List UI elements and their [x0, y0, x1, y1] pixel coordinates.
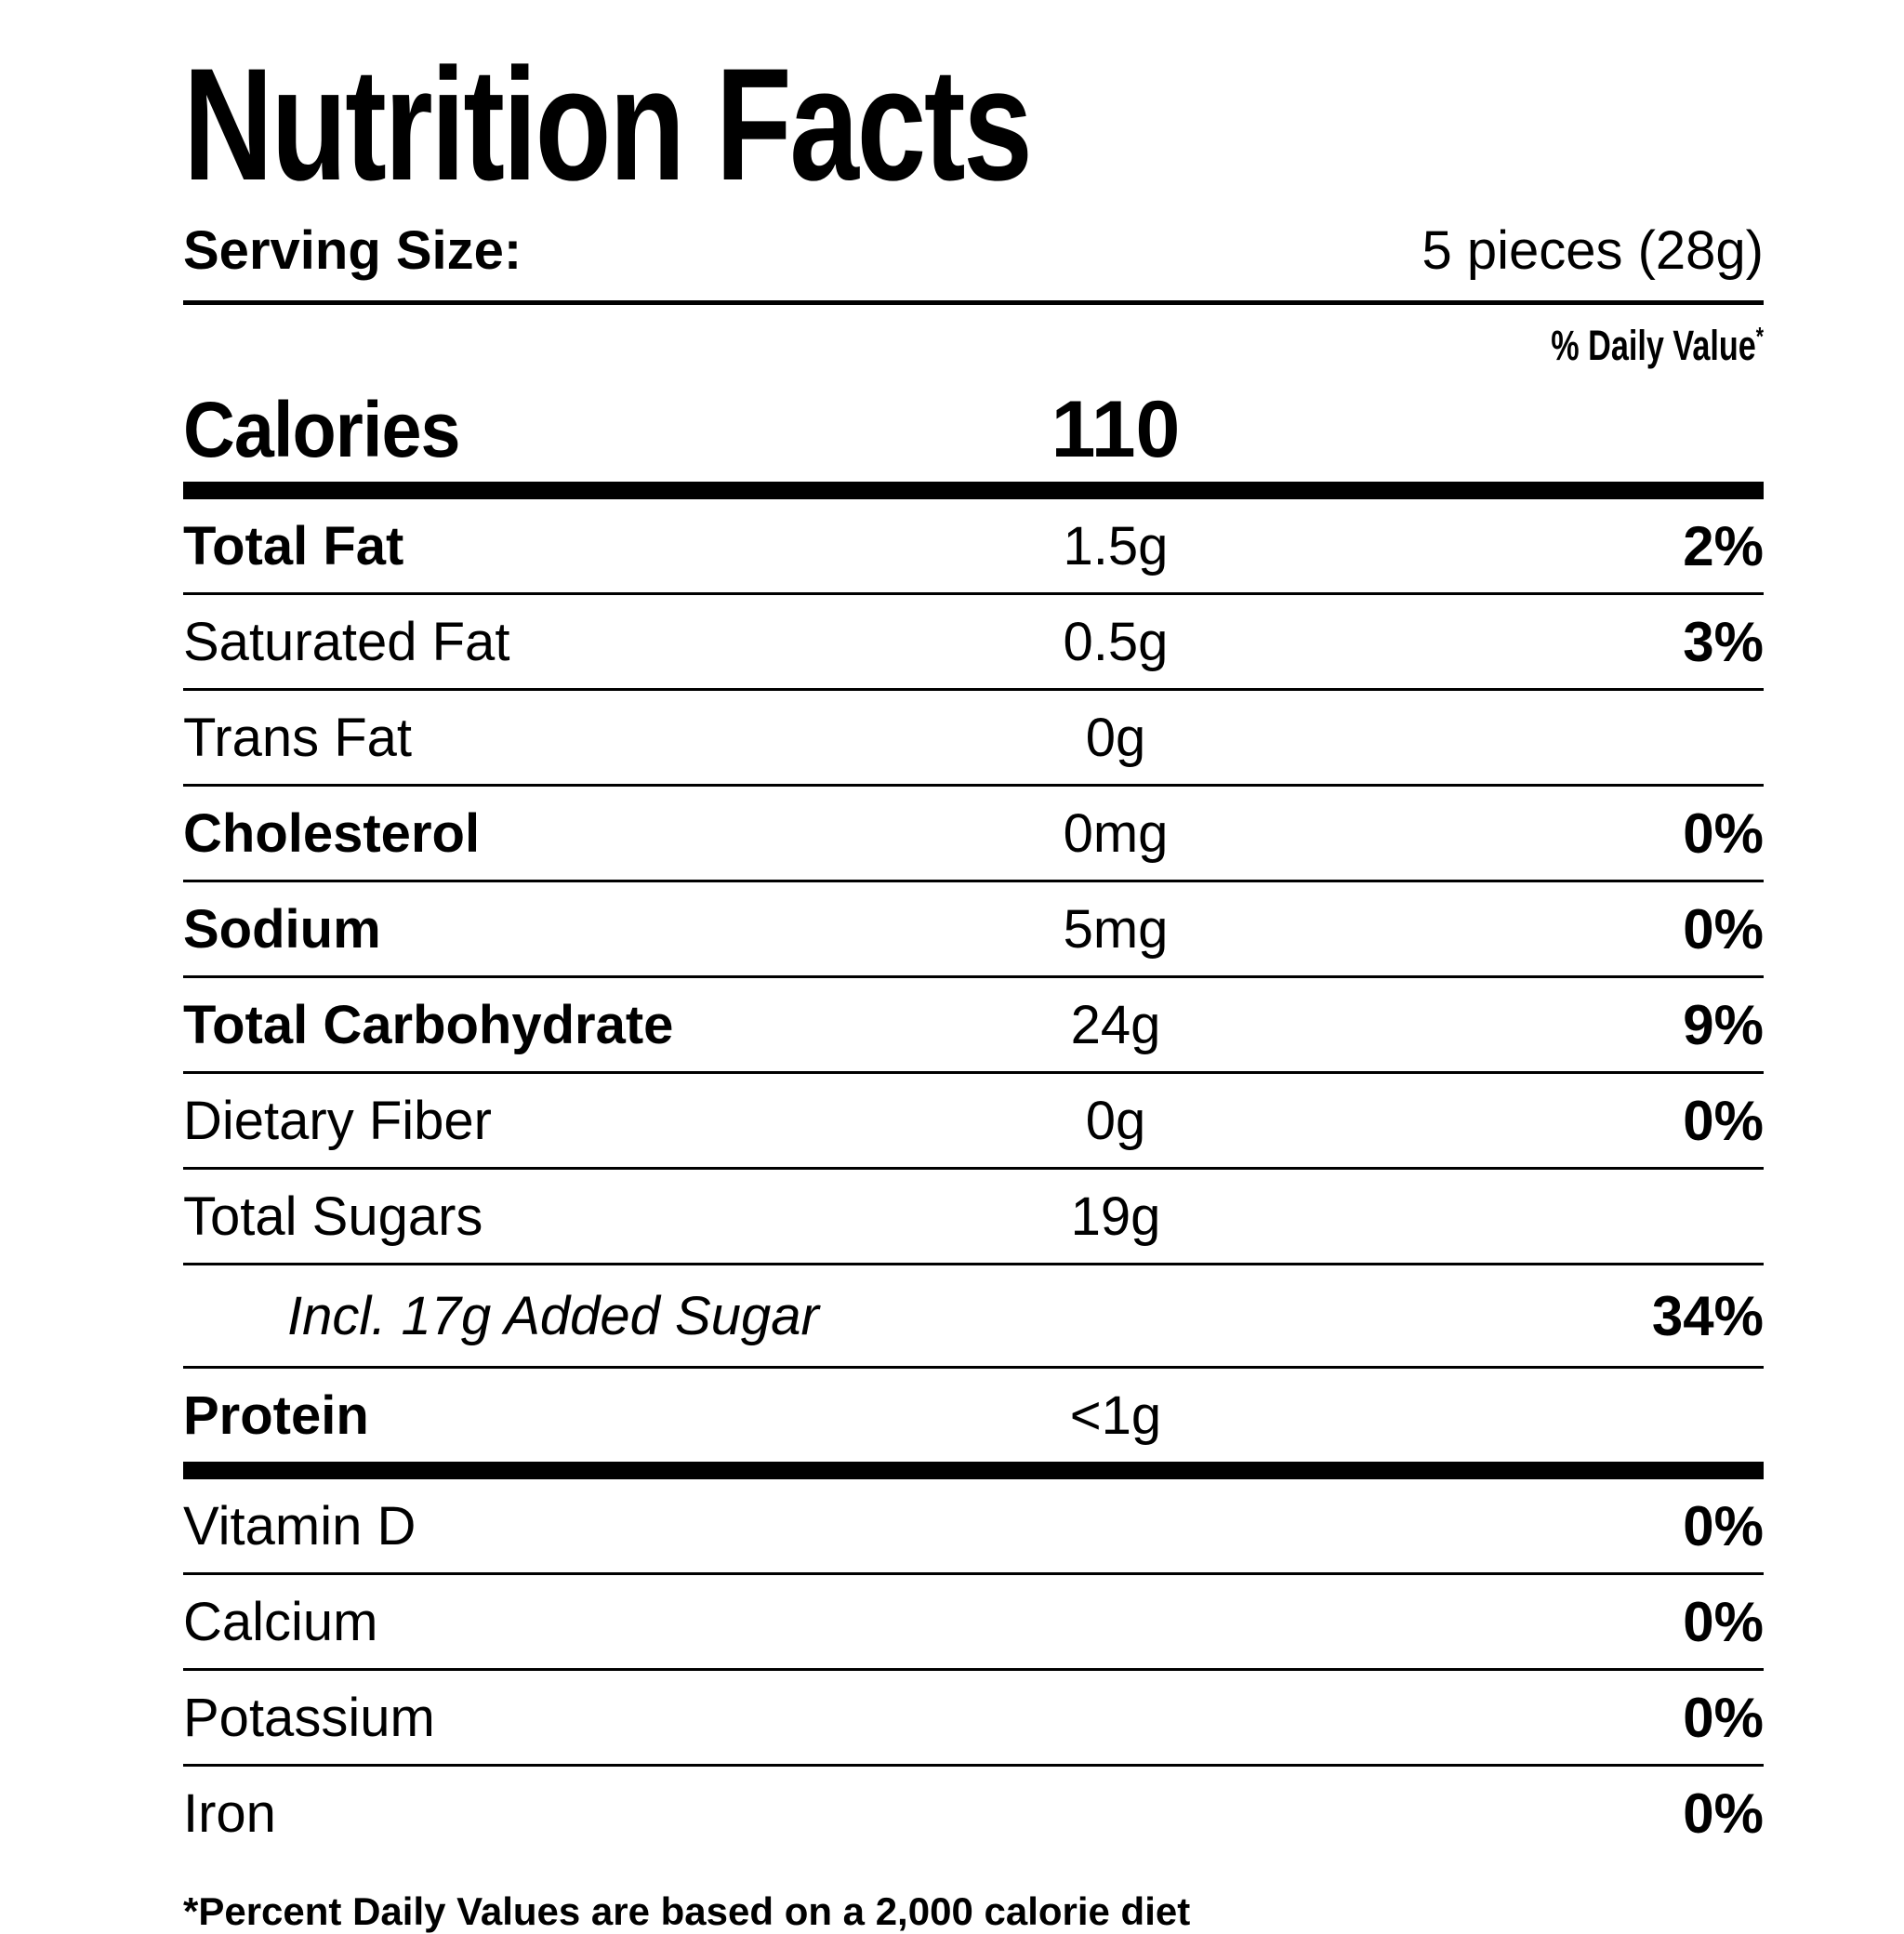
calories-value: 110 [1051, 384, 1181, 474]
vitamin-daily-value: 0% [1683, 1494, 1764, 1557]
serving-size-row [183, 206, 1764, 305]
nutrient-amount: 1.5g [1063, 515, 1169, 576]
serving-size-label: Serving Size: [183, 220, 522, 281]
thick-divider-bottom [183, 1462, 1764, 1479]
nutrient-label: Saturated Fat [183, 611, 510, 672]
calories-label-cell [183, 385, 926, 475]
nutrient-row-total-sugars [183, 1170, 1764, 1265]
nutrient-daily-value: 0% [1683, 801, 1764, 865]
calories-label: Calories [183, 385, 460, 473]
nutrient-amount: 5mg [1063, 898, 1169, 960]
nutrient-row-sodium [183, 882, 1764, 978]
vitamin-row-calcium [183, 1575, 1764, 1671]
nutrient-row-total-carbohydrate [183, 978, 1764, 1074]
nutrient-row-protein [183, 1369, 1764, 1462]
nutrition-facts-label [183, 35, 1764, 1934]
nutrient-label: Incl. 17g Added Sugar [287, 1285, 819, 1346]
nutrient-amount: 0mg [1063, 802, 1169, 864]
vitamin-row-potassium [183, 1671, 1764, 1767]
nutrient-daily-value: 0% [1683, 1089, 1764, 1152]
nutrient-label: Trans Fat [183, 707, 413, 768]
vitamin-daily-value: 0% [1683, 1782, 1764, 1845]
daily-value-asterisk: * [1755, 322, 1764, 351]
nutrient-row-added-sugar [183, 1265, 1764, 1369]
nutrient-row-dietary-fiber [183, 1074, 1764, 1170]
daily-value-header-text: % Daily Value* [1551, 322, 1764, 369]
vitamin-label: Vitamin D [183, 1495, 416, 1556]
nutrient-row-cholesterol [183, 787, 1764, 882]
nutrient-label: Total Fat [183, 515, 404, 576]
nutrient-daily-value: 3% [1683, 610, 1764, 673]
nutrient-daily-value: 2% [1683, 514, 1764, 577]
nutrient-amount: 0g [1085, 707, 1146, 768]
vitamin-daily-value: 0% [1683, 1590, 1764, 1653]
nutrient-daily-value: 34% [1651, 1284, 1764, 1347]
nutrient-amount: 0.5g [1063, 611, 1169, 672]
nutrient-row-trans-fat [183, 691, 1764, 787]
calories-row [183, 378, 1764, 482]
vitamin-daily-value: 0% [1683, 1686, 1764, 1749]
nutrient-label: Total Sugars [183, 1186, 483, 1247]
vitamin-label: Calcium [183, 1591, 378, 1652]
vitamin-row-iron [183, 1767, 1764, 1860]
daily-value-footnote: *Percent Daily Values are based on a 2,000 calorie diet [183, 1889, 1191, 1933]
nutrient-amount: 0g [1085, 1090, 1146, 1151]
daily-value-header [183, 305, 1764, 378]
nutrient-daily-value: 0% [1683, 897, 1764, 960]
nutrient-row-total-fat [183, 499, 1764, 595]
nutrient-label: Sodium [183, 898, 381, 960]
nutrient-label: Cholesterol [183, 802, 481, 864]
nutrient-amount: <1g [1069, 1384, 1162, 1446]
serving-size-value: 5 pieces (28g) [1421, 220, 1764, 281]
nutrient-label: Total Carbohydrate [183, 994, 674, 1055]
vitamin-label: Potassium [183, 1687, 435, 1748]
nutrient-amount: 19g [1070, 1186, 1161, 1247]
vitamin-label: Iron [183, 1782, 276, 1844]
nutrient-amount: 24g [1070, 994, 1161, 1055]
vitamin-row-vitamin-d [183, 1479, 1764, 1575]
nutrient-daily-value: 9% [1683, 993, 1764, 1056]
nutrient-label: Dietary Fiber [183, 1090, 492, 1151]
nutrient-label: Protein [183, 1384, 369, 1446]
nutrient-row-saturated-fat [183, 595, 1764, 691]
label-title: Nutrition Facts [183, 35, 1031, 214]
thick-divider-top [183, 482, 1764, 499]
